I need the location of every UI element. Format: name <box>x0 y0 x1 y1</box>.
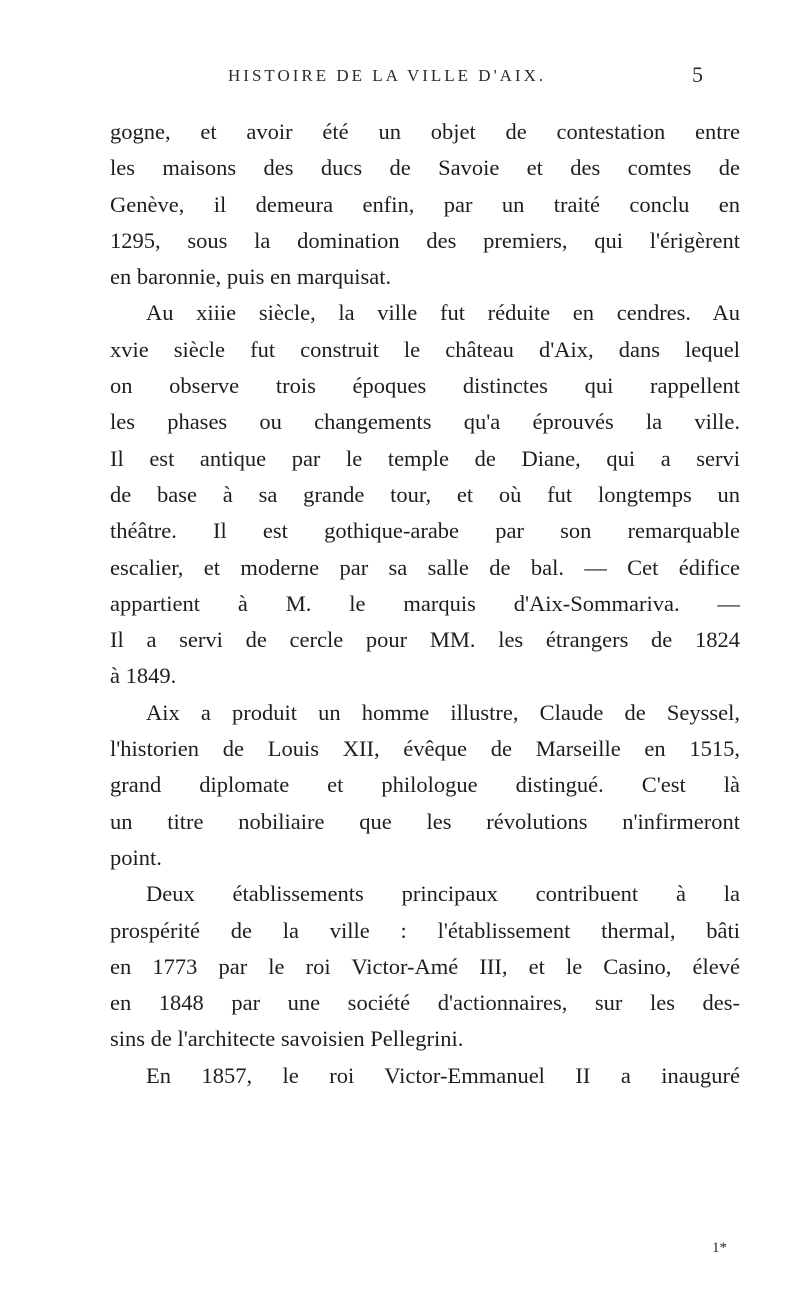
text-line: les maisons des ducs de Savoie et des comtes de <box>110 155 740 181</box>
text-line: en 1848 par une société d'actionnaires, sur les des- <box>110 990 740 1016</box>
running-title: HISTOIRE DE LA VILLE D'AIX. <box>228 66 547 85</box>
text-line: sins de l'architecte savoisien Pellegrini. <box>110 1026 464 1052</box>
text-line: en 1773 par le roi Victor-Amé III, et le Casino, élevé <box>110 953 740 979</box>
text-line: Aix a produit un homme illustre, Claude de Seyssel, <box>146 699 740 725</box>
text-line: l'historien de Louis XII, évêque de Marseille en 1515, <box>110 736 740 762</box>
text-line: grand diplomate et philologue distingué. C'est là <box>110 772 740 798</box>
text-line: théâtre. Il est gothique-arabe par son remarquable <box>110 518 740 544</box>
running-head <box>0 62 800 96</box>
text-line: En 1857, le roi Victor-Emmanuel II a inauguré <box>146 1062 740 1088</box>
text-line: les phases ou changements qu'a éprouvés la ville. <box>110 409 740 435</box>
text-line: on observe trois époques distinctes qui rappellent <box>110 373 740 399</box>
text-line: Il a servi de cercle pour MM. les étrangers de 1824 <box>110 627 740 653</box>
text-line: gogne, et avoir été un objet de contestation entre <box>110 119 740 144</box>
text-line: prospérité de la ville : l'établissement thermal, bâti <box>110 917 740 943</box>
text-line: un titre nobiliaire que les révolutions n'infirmeront <box>110 808 740 834</box>
text-line: point. <box>110 844 162 870</box>
text-line: Genève, il demeura enfin, par un traité conclu en <box>110 191 740 217</box>
text-line: Au xiiie siècle, la ville fut réduite en cendres. Au <box>146 300 740 326</box>
text-line: Il est antique par le temple de Diane, qui a servi <box>110 445 740 471</box>
text-line: appartient à M. le marquis d'Aix-Sommariva. — <box>110 590 740 616</box>
page-number: 5 <box>692 62 703 87</box>
text-line: 1295, sous la domination des premiers, qui l'érigèrent <box>110 227 740 253</box>
text-line: en baronnie, puis en marquisat. <box>110 264 392 290</box>
text-line: Deux établissements principaux contribuent à la <box>146 881 740 907</box>
text-line: de base à sa grande tour, et où fut longtemps un <box>110 481 740 507</box>
signature-mark: 1* <box>712 1240 727 1256</box>
text-line: escalier, et moderne par sa salle de bal. — Cet édifice <box>110 554 740 580</box>
body-text <box>110 114 740 1094</box>
text-line: xvie siècle fut construit le château d'Aix, dans lequel <box>110 336 740 362</box>
text-line: à 1849. <box>110 663 177 689</box>
